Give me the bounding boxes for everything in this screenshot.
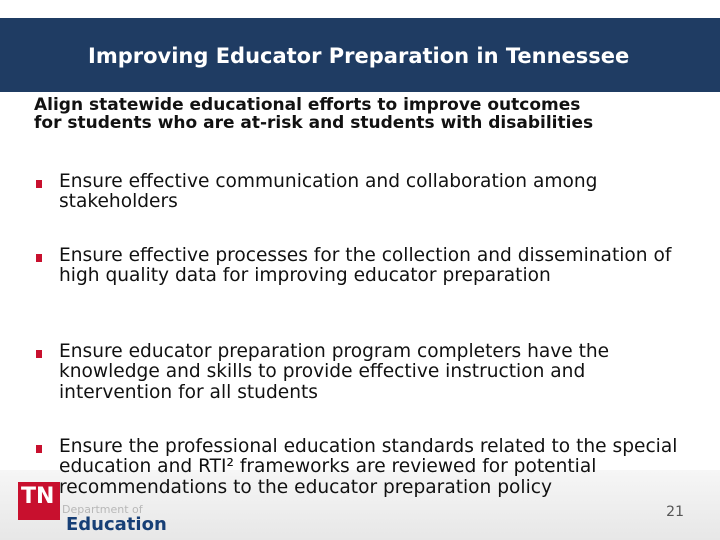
bullet-item bbox=[36, 246, 686, 287]
bullet-item bbox=[36, 342, 686, 403]
tn-logo-letters: TN bbox=[21, 484, 55, 509]
page-number: 21 bbox=[666, 504, 684, 520]
bullet-square-icon bbox=[36, 350, 42, 358]
bullet-square-icon bbox=[36, 445, 42, 453]
bullet-square-icon bbox=[36, 254, 42, 262]
bullet-item bbox=[36, 172, 686, 213]
slide-title: Improving Educator Preparation in Tennessee bbox=[88, 44, 630, 68]
bullet-item bbox=[36, 437, 686, 498]
slide-subtitle bbox=[34, 96, 694, 133]
logo-name: Education bbox=[66, 514, 167, 535]
bullet-text: Ensure effective processes for the collection and dissemination of high quality data for improving educator preparation bbox=[59, 245, 672, 287]
subtitle-line-2: for students who are at-risk and students with disabilities bbox=[34, 113, 594, 134]
bullet-square-icon bbox=[36, 180, 42, 188]
logo-subtext: Department of bbox=[62, 503, 143, 516]
bullet-text: Ensure educator preparation program completers have the knowledge and skills to provide effective instruction and intervention for all students bbox=[59, 341, 610, 403]
bullet-text: Ensure the professional education standards related to the special education and RTI² frameworks are reviewed for potential recommendations to the educator preparation policy bbox=[59, 436, 678, 498]
subtitle-line-1: Align statewide educational efforts to improve outcomes bbox=[34, 95, 581, 115]
bullet-text: Ensure effective communication and collaboration among stakeholders bbox=[59, 171, 598, 213]
